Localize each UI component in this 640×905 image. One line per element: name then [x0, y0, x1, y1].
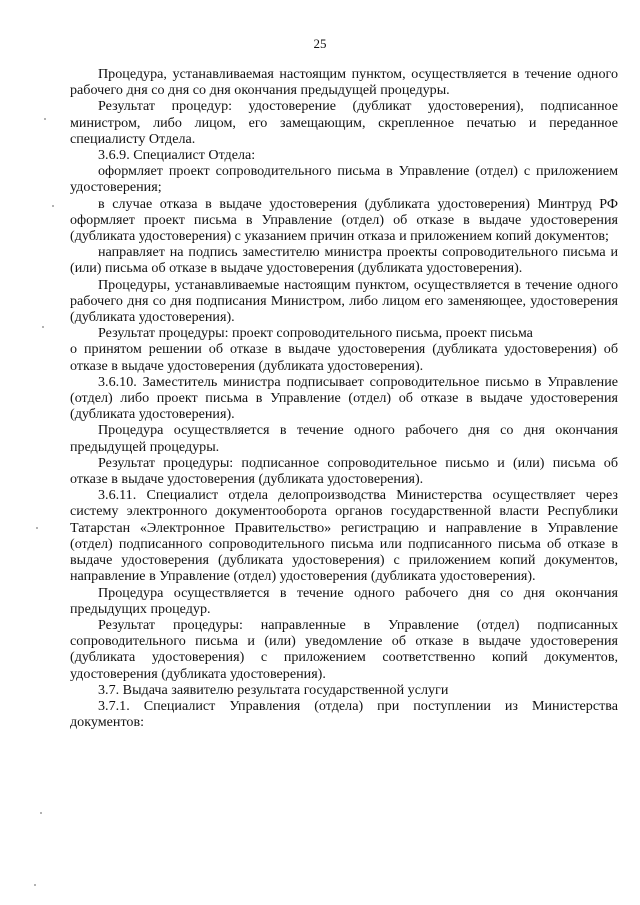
paragraph: Результат процедуры: направленные в Управление (отдел) подписанных сопроводительного письма и (или) уведомление об отказе в выдаче удостоверения (дубликата удостоверения) с приложением соответственно копий документов, удостоверения (дубликата удостоверения). — [70, 616, 618, 682]
paragraph-continuation: о принятом решении об отказе в выдаче удостоверения (дубликата удостоверения) об отказе в выдаче удостоверения (дубликата удостоверения). — [70, 341, 618, 374]
paragraph: в случае отказа в выдаче удостоверения (дубликата удостоверения) Минтруд РФ оформляет проект письма в Управление (отдел) об отказе в выдаче удостоверения (дубликата удостоверения) с указанием причин отказа и приложением копий документов; — [70, 195, 618, 245]
paragraph: 3.6.10. Заместитель министра подписывает сопроводительное письмо в Управление (отдел) либо проект письма в Управление (отдел) об отказе в выдаче удостоверения (дубликата удостоверения). — [70, 373, 618, 423]
paragraph: Процедуры, устанавливаемые настоящим пунктом, осуществляется в течение одного рабочего дня со дня подписания Министром, либо лицом его заменяющее, удостоверения (дубликата удостоверения). — [70, 276, 618, 326]
paragraph: Процедура, устанавливаемая настоящим пунктом, осуществляется в течение одного рабочего дня со дня со дня окончания предыдущей процедуры. — [70, 66, 618, 99]
scan-speck — [34, 884, 36, 886]
paragraph: Результат процедуры: проект сопроводительного письма, проект письма — [98, 325, 533, 342]
paragraph: Процедура осуществляется в течение одного рабочего дня со дня окончания предыдущей процедуры. — [70, 422, 618, 455]
paragraph: 3.6.9. Специалист Отдела: — [98, 147, 256, 164]
document-body — [70, 66, 618, 730]
paragraph: направляет на подпись заместителю министра проекты сопроводительного письма и (или) письма об отказе в выдаче удостоверения (дубликата удостоверения). — [70, 244, 618, 277]
scan-speck — [36, 527, 38, 529]
scan-speck — [40, 812, 42, 814]
paragraph: Результат процедур: удостоверение (дубликат удостоверения), подписанное министром, либо лицом, его замещающим, скрепленное печатью и переданное специалисту Отдела. — [70, 98, 618, 147]
paragraph: 3.7.1. Специалист Управления (отдела) при поступлении из Министерства документов: — [70, 697, 618, 731]
paragraph: 3.6.11. Специалист отдела делопроизводства Министерства осуществляет через систему электронного документооборота органов государственной власти Республики Татарстан «Электронное Правительство» регистрацию и направление в Управление (отдел) подписанного сопроводительного письма или подписанного письма об отказе в выдаче удостоверения (дубликата удостоверения) с приложением копий документов, направление в Управление (отдел) удостоверения (дубликата удостоверения). — [70, 487, 618, 585]
scan-speck — [44, 118, 46, 120]
scan-speck — [42, 326, 44, 328]
paragraph: Процедура осуществляется в течение одного рабочего дня со дня окончания предыдущих процедур. — [70, 584, 618, 617]
paragraph: Результат процедуры: подписанное сопроводительное письмо и (или) письма об отказе в выдаче удостоверения (дубликата удостоверения). — [70, 454, 618, 488]
section-heading: 3.7. Выдача заявителю результата государственной услуги — [98, 681, 449, 698]
page-number: 25 — [313, 36, 327, 51]
paragraph: оформляет проект сопроводительного письма в Управление (отдел) с приложением удостоверения; — [70, 163, 618, 196]
scan-speck — [52, 205, 54, 207]
